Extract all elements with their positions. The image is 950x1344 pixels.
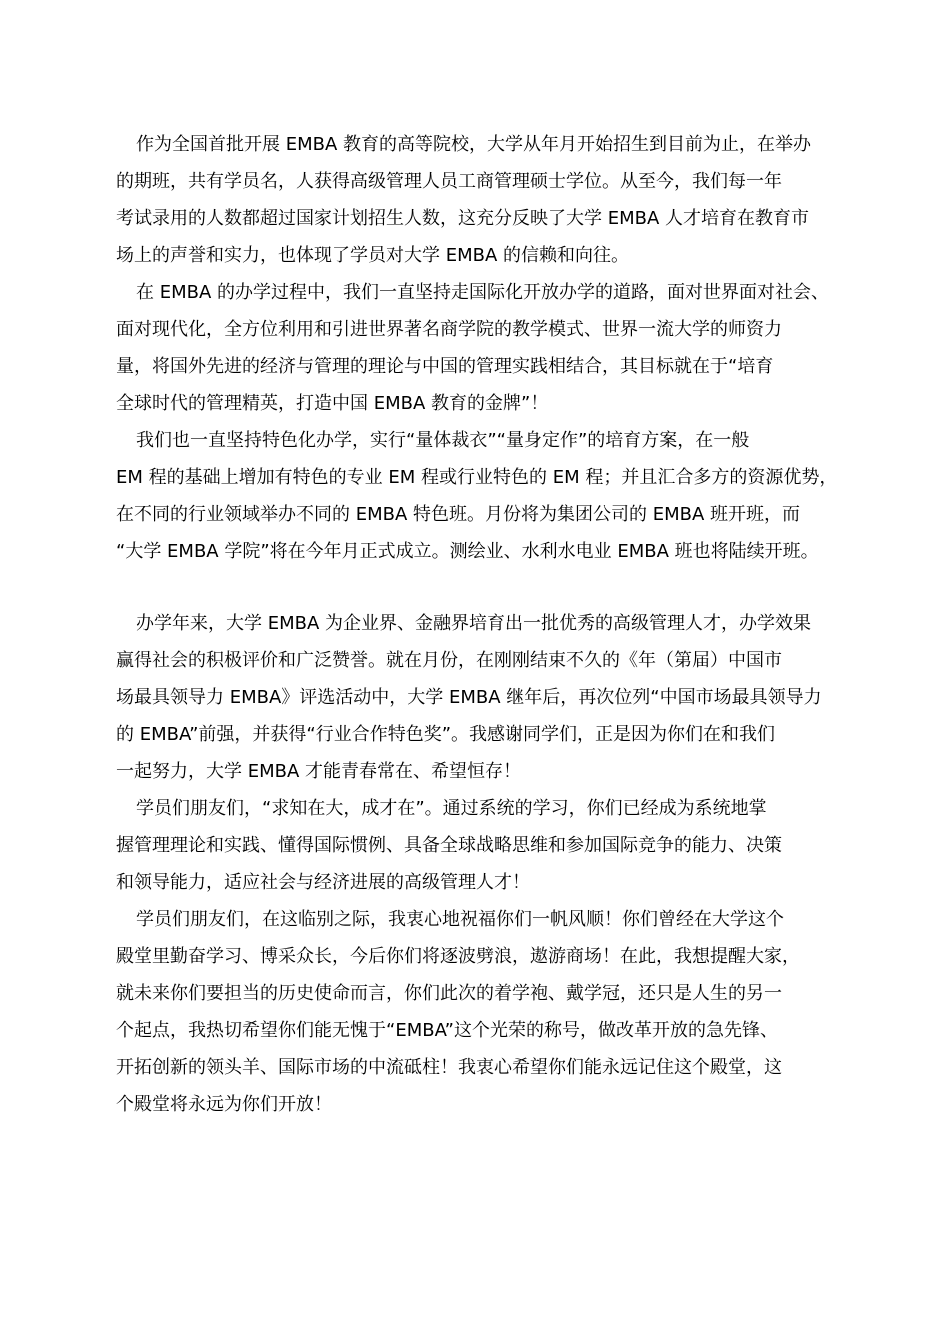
text-line: 学员们朋友们，在这临别之际，我衷心地祝福你们一帆风顺！你们曾经在大学这个 xyxy=(136,909,784,930)
paragraph-1 xyxy=(116,126,838,274)
text-line: 在不同的行业领域举办不同的 EMBA 特色班。月份将为集团公司的 EMBA 班开班，而 xyxy=(116,504,801,525)
text-line: 的期班，共有学员名，人获得高级管理人员工商管理硕士学位。从至今，我们每一年 xyxy=(116,171,782,192)
paragraph-spacer xyxy=(116,570,838,605)
text-line: 量，将国外先进的经济与管理的理论与中国的管理实践相结合，其目标就在于“培育 xyxy=(116,356,774,377)
text-line: 赢得社会的积极评价和广泛赞誉。就在月份，在刚刚结束不久的《年（第届）中国市 xyxy=(116,650,782,671)
text-line: 和领导能力，适应社会与经济进展的高级管理人才！ xyxy=(116,872,530,893)
text-line: EM 程的基础上增加有特色的专业 EM 程或行业特色的 EM 程；并且汇合多方的资源优势， xyxy=(116,467,838,488)
text-line: 场上的声誉和实力，也体现了学员对大学 EMBA 的信赖和向往。 xyxy=(116,245,630,266)
text-line: 个殿堂将永远为你们开放！ xyxy=(116,1094,332,1115)
text-line: 考试录用的人数都超过国家计划招生人数，这充分反映了大学 EMBA 人才培育在教育市 xyxy=(116,208,810,229)
text-line: 面对现代化，全方位利用和引进世界著名商学院的教学模式、世界一流大学的师资力 xyxy=(116,319,782,340)
paragraph-5 xyxy=(116,790,838,901)
text-line: 殿堂里勤奋学习、博采众长，今后你们将逐波劈浪，遨游商场！在此，我想提醒大家， xyxy=(116,946,800,967)
text-line: 个起点，我热切希望你们能无愧于“EMBA”这个光荣的称号，做改革开放的急先锋、 xyxy=(116,1020,778,1041)
text-line: 开拓创新的领头羊、国际市场的中流砥柱！我衷心希望你们能永远记住这个殿堂，这 xyxy=(116,1057,782,1078)
text-line: 就未来你们要担当的历史使命而言，你们此次的着学袍、戴学冠，还只是人生的另一 xyxy=(116,983,782,1004)
text-line: 在 EMBA 的办学过程中，我们一直坚持走国际化开放办学的道路，面对世界面对社会、 xyxy=(136,282,830,303)
text-line: 办学年来，大学 EMBA 为企业界、金融界培育出一批优秀的高级管理人才，办学效果 xyxy=(136,613,812,634)
paragraph-6 xyxy=(116,901,838,1123)
paragraph-3 xyxy=(116,422,838,570)
text-line: 握管理理论和实践、懂得国际惯例、具备全球战略思维和参加国际竞争的能力、决策 xyxy=(116,835,782,856)
text-line: 场最具领导力 EMBA》评选活动中，大学 EMBA 继年后，再次位列“中国市场最具领导力 xyxy=(116,687,822,708)
text-line: 作为全国首批开展 EMBA 教育的高等院校，大学从年月开始招生到目前为止，在举办 xyxy=(136,134,812,155)
paragraph-4 xyxy=(116,605,838,790)
text-line: 学员们朋友们，“求知在大，成才在”。通过系统的学习，你们已经成为系统地掌 xyxy=(136,798,767,819)
text-line: 我们也一直坚持特色化办学，实行“量体裁衣”“量身定作”的培育方案，在一般 xyxy=(136,430,750,451)
paragraph-2 xyxy=(116,274,838,422)
text-line: 一起努力，大学 EMBA 才能青春常在、希望恒存！ xyxy=(116,761,522,782)
text-line: 全球时代的管理精英，打造中国 EMBA 教育的金牌”！ xyxy=(116,393,549,414)
text-line: 的 EMBA”前强，并获得“行业合作特色奖”。我感谢同学们，正是因为你们在和我们 xyxy=(116,724,776,745)
document-body xyxy=(116,126,838,1123)
text-line: “大学 EMBA 学院”将在今年月正式成立。测绘业、水利水电业 EMBA 班也将陆续开班。 xyxy=(116,541,819,562)
